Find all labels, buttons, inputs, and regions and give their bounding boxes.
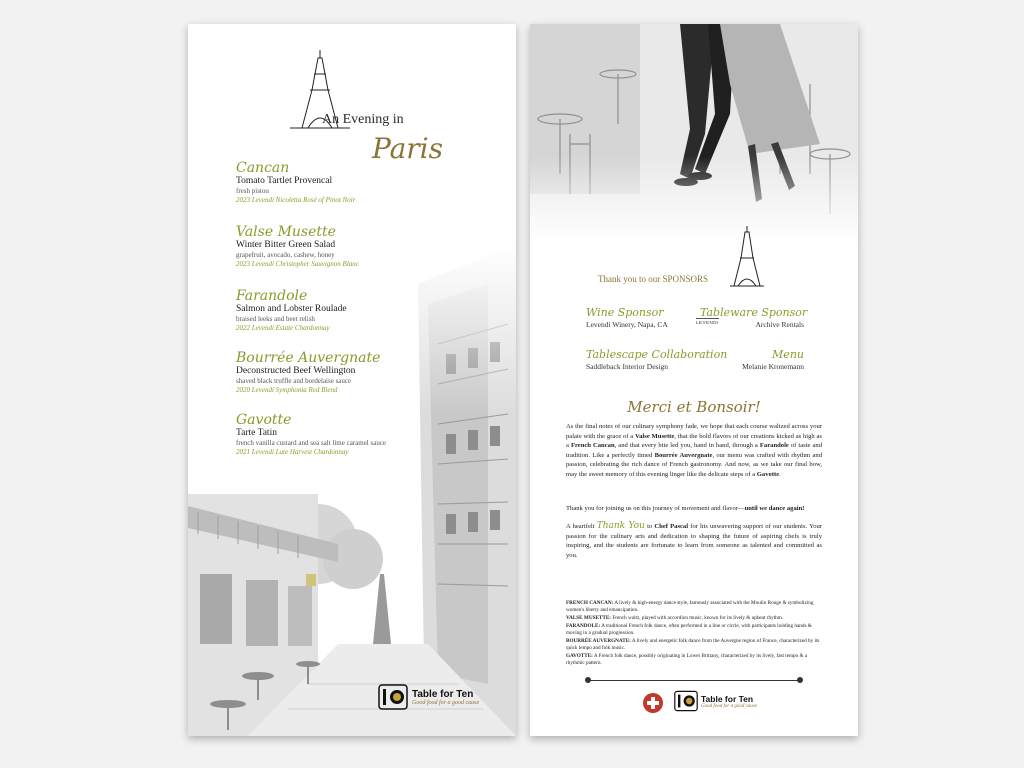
course-farandole — [236, 288, 476, 333]
dish-name: Winter Bitter Green Salad — [236, 240, 336, 250]
dish-description: shaved black truffle and bordelaise sauce — [236, 377, 352, 385]
sponsor-name: Archive Rentals — [755, 320, 804, 329]
dish-description: french vanilla custard and sea salt lime caramel sauce — [236, 439, 387, 447]
course-bourree-auvergnate — [236, 350, 476, 395]
course-name: Cancan — [236, 160, 290, 176]
divider-dot — [585, 677, 591, 683]
closing-heading: Merci et Bonsoir! — [627, 398, 761, 416]
table-for-ten-logo-icon — [378, 684, 408, 710]
logo-name: Table for Ten — [701, 693, 754, 704]
sponsor-wine — [586, 306, 706, 330]
dish-description: grapefruit, avocado, cashew, honey — [236, 251, 335, 259]
sponsors-heading: Thank you to our SPONSORS — [598, 274, 709, 284]
closing-paragraph-1: As the final notes of our culinary symphony fade, we hope that each course waltzed across your palate with the grace of a Valse Musette, that the bold flavors of our creations kicked as high as a French Cancan, and that every bite led you, hand in hand, through a Farandole of taste and tradition. Like a perfectly timed Bourrée Auvergnate, our menu was crafted with rhythm and passion, celebrating the rich dance of French gastronomy. And now, as we take our final bow, may the sweet memory of this evening linger like the delicate steps of a Gavotte. — [566, 423, 822, 478]
thank-you-card — [530, 24, 858, 736]
glossary-entry: FRENCH CANCAN: A lively & high-energy dance style, famously associated with the Moulin Rouge & symbolizing women's liberty and emancipation. — [566, 600, 814, 613]
glossary-entry: FARANDOLE: A traditional French folk dance, often performed in a line or circle, with participants holding hands & moving in a gradual progression. — [566, 623, 812, 636]
sponsor-tablescape — [586, 348, 728, 372]
dish-name: Salmon and Lobster Roulade — [236, 304, 347, 314]
dance-glossary — [566, 600, 822, 668]
levendi-logo: LEVENDI — [696, 320, 719, 325]
wine-pairing: 2022 Levendi Estate Chardonnay — [236, 324, 330, 332]
sponsor-name: Melanie Kronemann — [742, 362, 804, 371]
glossary-entry: GAVOTTE: A French folk dance, possibly originating in Lower Brittany, characterized by its lively, fast tempo & a rhythmic pattern. — [566, 653, 808, 666]
menu-title-line1: An Evening in — [322, 112, 404, 127]
menu-title-line2: Paris — [372, 132, 443, 165]
course-name: Gavotte — [236, 412, 292, 428]
table-for-ten-logo — [674, 690, 757, 712]
wine-pairing: 2023 Levendi Christopher Sauvignon Blanc — [236, 260, 359, 268]
wine-pairing: 2020 Levendi Symphonia Red Blend — [236, 386, 338, 394]
menu-title-block — [278, 50, 478, 165]
sponsor-role: Tableware Sponsor — [700, 306, 808, 319]
divider-dot — [797, 677, 803, 683]
sponsor-tableware — [700, 306, 808, 330]
logo-tagline: Good food for a good cause — [412, 699, 480, 706]
course-gavotte — [236, 412, 476, 457]
course-cancan — [236, 160, 476, 205]
closing-paragraph-2: Thank you for joining us on this journey of movement and flavor—until we dance again! — [566, 505, 805, 512]
dish-description: braised leeks and beet relish — [236, 315, 315, 323]
dancers-illustration — [530, 24, 858, 244]
glossary-entry: BOURRÉE AUVERGNATE: A lively and energetic folk dance from the Auvergne region of France, characterized by its quick tempo and folk music. — [566, 638, 820, 651]
dish-description: fresh pistou — [236, 187, 269, 195]
glossary-entry: VALSE MUSETTE: French waltz, played with accordion music, known for its lively & upbeat rhythm. — [566, 615, 784, 621]
dish-name: Deconstructed Beef Wellington — [236, 366, 356, 376]
wine-pairing: 2021 Levendi Late Harvest Chardonnay — [236, 448, 349, 456]
wine-pairing: 2023 Levendi Nicoletta Rosé of Pinot Noir — [236, 196, 356, 204]
logo-tagline: Good food for a good cause — [701, 703, 757, 709]
closing-paragraph-3: A heartfelt Thank You to Chef Pascal for his unwavering support of our students. Your passion for the culinary arts and dedication to shaping the future of aspiring chefs is truly inspiring, and the students are fortunate to learn from someone as talented and committed as you. — [566, 521, 822, 559]
course-name: Bourrée Auvergnate — [236, 350, 381, 366]
menu-card — [188, 24, 516, 736]
footer-divider — [588, 680, 800, 681]
dish-name: Tarte Tatin — [236, 428, 277, 438]
table-for-ten-logo — [378, 684, 479, 710]
dish-name: Tomato Tartlet Provencal — [236, 176, 333, 186]
table-for-ten-logo-icon — [674, 690, 698, 712]
course-name: Farandole — [236, 288, 308, 304]
school-crest-icon — [642, 692, 664, 714]
sponsor-role: Tablescape Collaboration — [586, 348, 728, 361]
sponsor-name: Levendi Winery, Napa, CA — [586, 320, 668, 329]
sponsor-name: Saddleback Interior Design — [586, 362, 669, 371]
eiffel-tower-icon — [730, 226, 764, 290]
course-name: Valse Musette — [236, 224, 336, 240]
sponsor-role: Wine Sponsor — [586, 306, 664, 319]
sponsor-role: Menu — [772, 348, 804, 361]
sponsor-menu — [700, 348, 804, 372]
course-valse-musette — [236, 224, 476, 269]
logo-name: Table for Ten — [412, 688, 474, 700]
